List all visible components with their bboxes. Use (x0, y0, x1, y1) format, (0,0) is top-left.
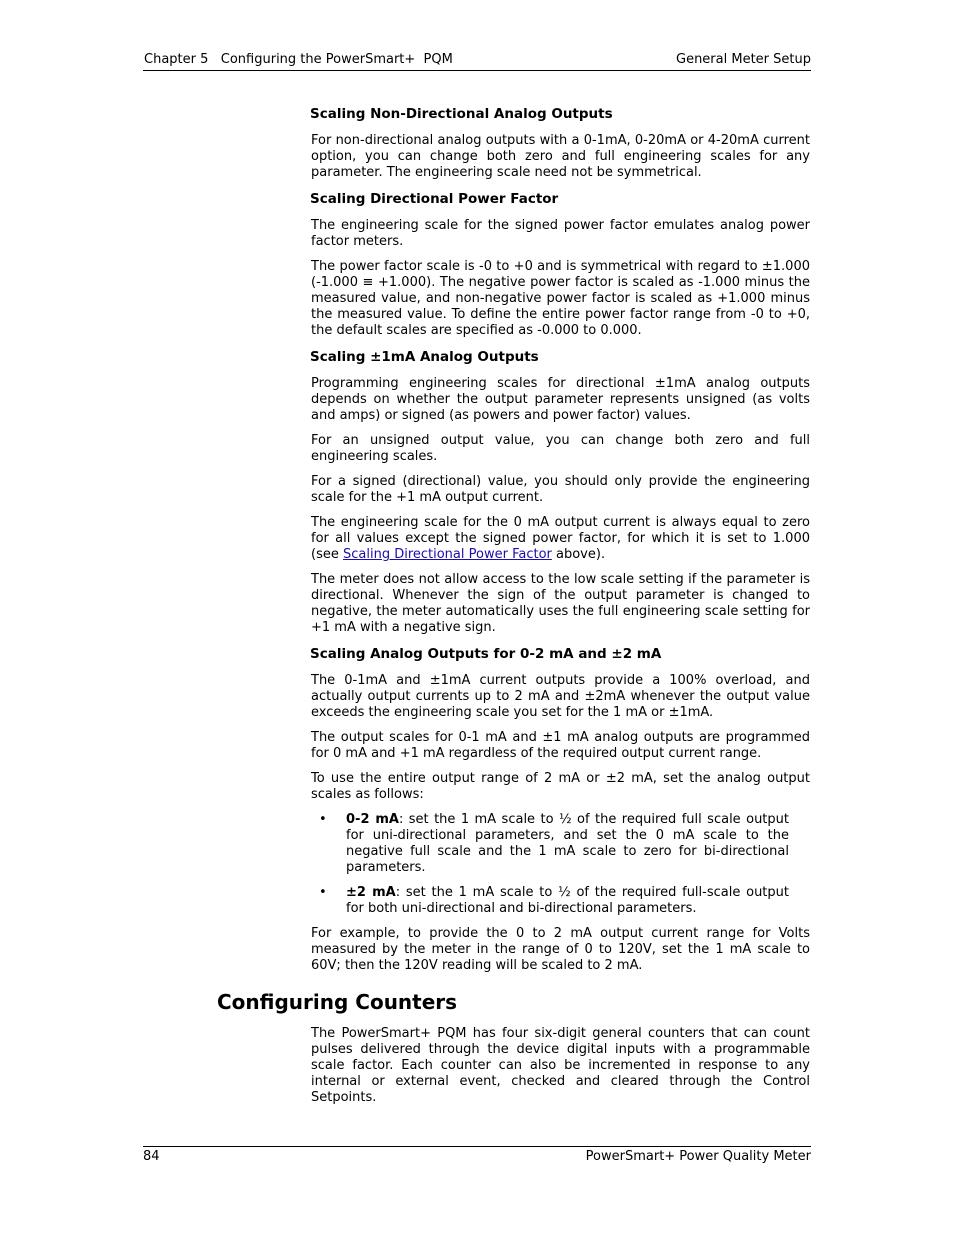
list-item-term: ±2 mA (346, 885, 396, 900)
paragraph: For non-directional analog outputs with a 0-1mA, 0-20mA or 4-20mA current option, you can change both zero and full engineering scales for any parameter. The engineering scale need not be symmetrical. (311, 133, 810, 180)
paragraph: For example, to provide the 0 to 2 mA output current range for Volts measured by the meter in the range of 0 to 120V, set the 1 mA scale to 60V; then the 120V reading will be scaled to 2 mA. (311, 926, 810, 973)
paragraph: The power factor scale is -0 to +0 and is symmetrical with regard to ±1.000 (-1.000 ≡ +1.000). The negative power factor is scaled as -1.000 minus the measured value, and non-negative power factor is scaled as +1.000 minus the measured value. To define the entire power factor range from -0 to +0, the default scales are specified as -0.000 to 0.000. (311, 259, 810, 338)
header-section: General Meter Setup (676, 52, 811, 67)
list-item (311, 812, 810, 876)
paragraph-text: The engineering scale for the 0 mA output current is always equal to zero for all values except the signed power factor, for which it is set to 1.000 (see (311, 515, 810, 562)
main-content (311, 105, 810, 983)
paragraph: The engineering scale for the signed power factor emulates analog power factor meters. (311, 218, 810, 249)
page-footer (143, 1146, 811, 1164)
paragraph: Programming engineering scales for directional ±1mA analog outputs depends on whether the output parameter represents unsigned (as volts and amps) or signed (as powers and power factor) values. (311, 376, 810, 423)
heading-configuring-counters: Configuring Counters (217, 990, 458, 1014)
paragraph-with-link (311, 515, 810, 563)
cross-reference-link[interactable]: Scaling Directional Power Factor (342, 547, 552, 562)
paragraph: The output scales for 0-1 mA and ±1 mA analog outputs are programmed for 0 mA and +1 mA regardless of the required output current range. (311, 730, 810, 761)
bullet-list (311, 812, 810, 917)
footer-product: PowerSmart+ Power Quality Meter (585, 1149, 811, 1164)
paragraph: For an unsigned output value, you can change both zero and full engineering scales. (311, 433, 810, 464)
list-item (311, 885, 810, 917)
paragraph: The 0-1mA and ±1mA current outputs provide a 100% overload, and actually output currents up to 2 mA and ±2mA whenever the output value exceeds the engineering scale you set for the 1 mA or ±1mA. (311, 673, 810, 720)
bullet-icon: • (319, 885, 327, 900)
heading-directional-power-factor: Scaling Directional Power Factor (310, 191, 559, 207)
page-number: 84 (143, 1149, 160, 1164)
heading-2ma-outputs: Scaling Analog Outputs for 0-2 mA and ±2 mA (310, 646, 662, 662)
paragraph: For a signed (directional) value, you should only provide the engineering scale for the +1 mA output current. (311, 474, 810, 505)
page-header (143, 52, 811, 71)
list-item-text: : set the 1 mA scale to ½ of the required full-scale output for both uni-directional and bi-directional parameters. (346, 885, 789, 916)
list-item-term: 0-2 mA (346, 812, 399, 827)
heading-1ma-outputs: Scaling ±1mA Analog Outputs (310, 349, 539, 365)
list-item-text: : set the 1 mA scale to ½ of the required full scale output for uni-directional parameters, and set the 0 mA scale to the negative full scale and the 1 mA scale to zero for bi-directional parameters. (346, 812, 789, 875)
counters-content (311, 1026, 810, 1115)
header-chapter: Chapter 5 Configuring the PowerSmart+ PQM (144, 52, 453, 67)
paragraph: The meter does not allow access to the low scale setting if the parameter is directional. Whenever the sign of the output parameter is changed to negative, the meter automatically uses the full engineering scale setting for +1 mA with a negative sign. (311, 572, 810, 635)
paragraph: To use the entire output range of 2 mA or ±2 mA, set the analog output scales as follows: (311, 771, 810, 802)
heading-non-directional: Scaling Non-Directional Analog Outputs (310, 106, 613, 122)
bullet-icon: • (319, 812, 327, 827)
paragraph: The PowerSmart+ PQM has four six-digit general counters that can count pulses delivered through the device digital inputs with a programmable scale factor. Each counter can also be incremented in response to any internal or external event, checked and cleared through the Control Setpoints. (311, 1026, 810, 1105)
paragraph-text: above). (551, 547, 606, 562)
